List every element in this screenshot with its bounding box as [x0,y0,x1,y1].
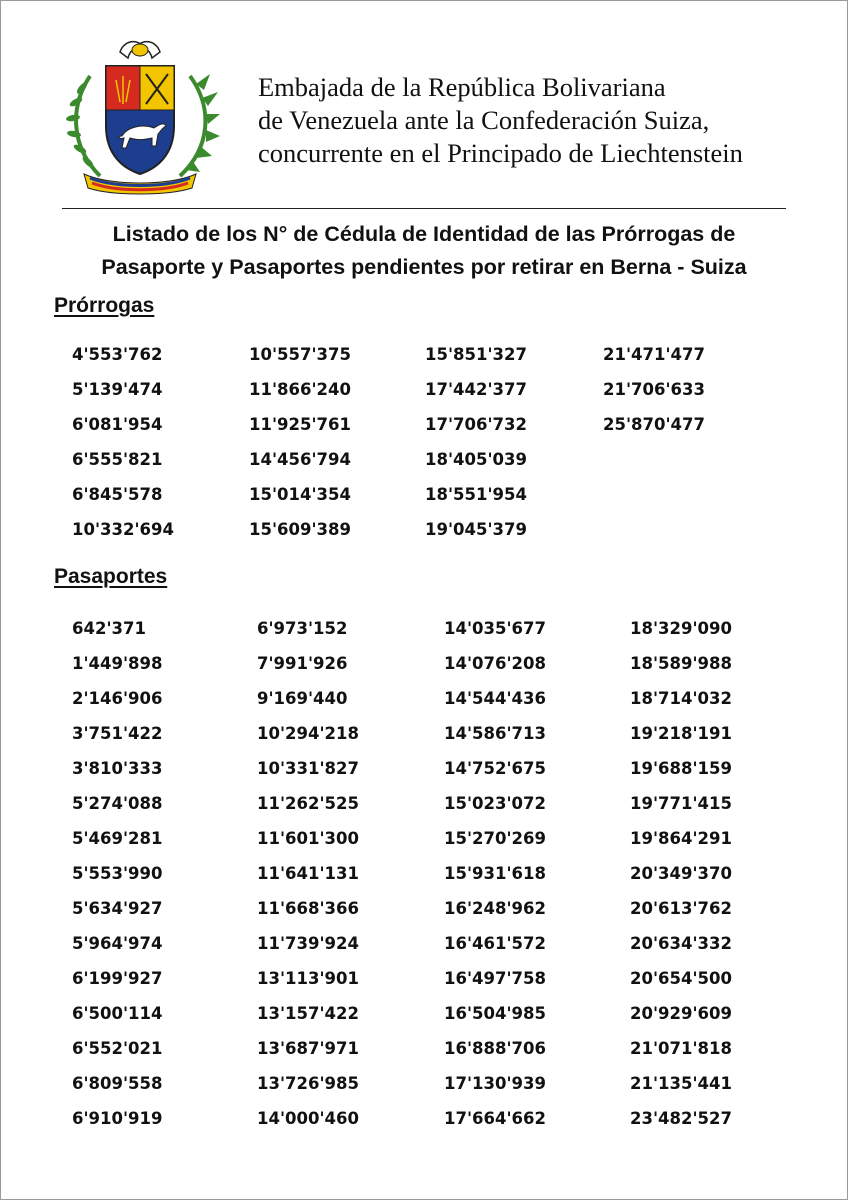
id-number: 21'135'441 [630,1074,732,1093]
id-number: 13'157'422 [257,1004,359,1023]
id-number: 23'482'527 [630,1109,732,1128]
id-number: 6'500'114 [72,1004,163,1023]
id-number: 6'555'821 [72,450,163,469]
id-number: 5'274'088 [72,794,163,813]
header-divider [62,208,786,209]
id-number: 9'169'440 [257,689,348,708]
document-title-line-2: Pasaporte y Pasaportes pendientes por retirar en Berna - Suiza [101,255,747,279]
prorrogas-column [603,344,705,449]
id-number: 16'248'962 [444,899,546,918]
embassy-name [258,71,743,170]
id-number: 14'076'208 [444,654,546,673]
prorrogas-column [425,344,527,554]
id-number: 5'469'281 [72,829,163,848]
document-title-line-1: Listado de los N° de Cédula de Identidad de las Prórrogas de [112,222,736,246]
prorrogas-column [72,344,174,554]
id-number: 14'035'677 [444,619,546,638]
id-number: 10'557'375 [249,345,351,364]
id-number: 11'668'366 [257,899,359,918]
id-number: 21'071'818 [630,1039,732,1058]
id-number: 10'332'694 [72,520,174,539]
id-number: 5'139'474 [72,380,163,399]
coat-of-arms-emblem [60,36,220,198]
id-number: 13'726'985 [257,1074,359,1093]
id-number: 15'851'327 [425,345,527,364]
id-number: 1'449'898 [72,654,163,673]
pasaportes-column [257,618,359,1143]
id-number: 18'589'988 [630,654,732,673]
id-number: 16'504'985 [444,1004,546,1023]
id-number: 15'609'389 [249,520,351,539]
id-number: 5'964'974 [72,934,163,953]
prorrogas-column [249,344,351,554]
id-number: 19'045'379 [425,520,527,539]
id-number: 25'870'477 [603,415,705,434]
id-number: 18'329'090 [630,619,732,638]
id-number: 3'810'333 [72,759,163,778]
id-number: 21'706'633 [603,380,705,399]
id-number: 18'714'032 [630,689,732,708]
section-heading-pasaportes: Pasaportes [54,565,168,588]
id-number: 15'931'618 [444,864,546,883]
id-number: 14'456'794 [249,450,351,469]
id-number: 7'991'926 [257,654,348,673]
id-number: 6'081'954 [72,415,163,434]
id-number: 11'641'131 [257,864,359,883]
id-number: 6'910'919 [72,1109,163,1128]
id-number: 17'706'732 [425,415,527,434]
id-number: 13'113'901 [257,969,359,988]
id-number: 20'613'762 [630,899,732,918]
id-number: 11'866'240 [249,380,351,399]
id-number: 16'461'572 [444,934,546,953]
id-number: 4'553'762 [72,345,163,364]
id-number: 14'000'460 [257,1109,359,1128]
id-number: 2'146'906 [72,689,163,708]
pasaportes-column [72,618,162,1143]
id-number: 6'973'152 [257,619,348,638]
id-number: 19'688'159 [630,759,732,778]
id-number: 16'497'758 [444,969,546,988]
id-number: 16'888'706 [444,1039,546,1058]
id-number: 10'331'827 [257,759,359,778]
id-number: 15'014'354 [249,485,351,504]
id-number: 18'405'039 [425,450,527,469]
id-number: 11'601'300 [257,829,359,848]
id-number: 3'751'422 [72,724,163,743]
id-number: 6'552'021 [72,1039,163,1058]
id-number: 17'442'377 [425,380,527,399]
id-number: 13'687'971 [257,1039,359,1058]
id-number: 10'294'218 [257,724,359,743]
pasaportes-column [630,618,732,1143]
id-number: 17'664'662 [444,1109,546,1128]
document-title [20,218,828,284]
id-number: 20'654'500 [630,969,732,988]
id-number: 21'471'477 [603,345,705,364]
embassy-name-line-2: de Venezuela ante la Confederación Suiza, [258,105,710,135]
id-number: 5'634'927 [72,899,163,918]
id-number: 11'925'761 [249,415,351,434]
id-number: 11'262'525 [257,794,359,813]
id-number: 20'929'609 [630,1004,732,1023]
id-number: 19'771'415 [630,794,732,813]
id-number: 642'371 [72,619,146,638]
id-number: 18'551'954 [425,485,527,504]
id-number: 19'864'291 [630,829,732,848]
id-number: 19'218'191 [630,724,732,743]
id-number: 6'809'558 [72,1074,163,1093]
id-number: 14'586'713 [444,724,546,743]
id-number: 5'553'990 [72,864,163,883]
id-number: 6'199'927 [72,969,163,988]
id-number: 20'634'332 [630,934,732,953]
pasaportes-column [444,618,546,1143]
id-number: 17'130'939 [444,1074,546,1093]
id-number: 14'544'436 [444,689,546,708]
id-number: 15'270'269 [444,829,546,848]
id-number: 20'349'370 [630,864,732,883]
id-number: 14'752'675 [444,759,546,778]
embassy-name-line-1: Embajada de la República Bolivariana [258,72,666,102]
id-number: 6'845'578 [72,485,163,504]
embassy-name-line-3: concurrente en el Principado de Liechtenstein [258,138,743,168]
id-number: 15'023'072 [444,794,546,813]
id-number: 11'739'924 [257,934,359,953]
section-heading-prorrogas: Prórrogas [54,294,155,317]
